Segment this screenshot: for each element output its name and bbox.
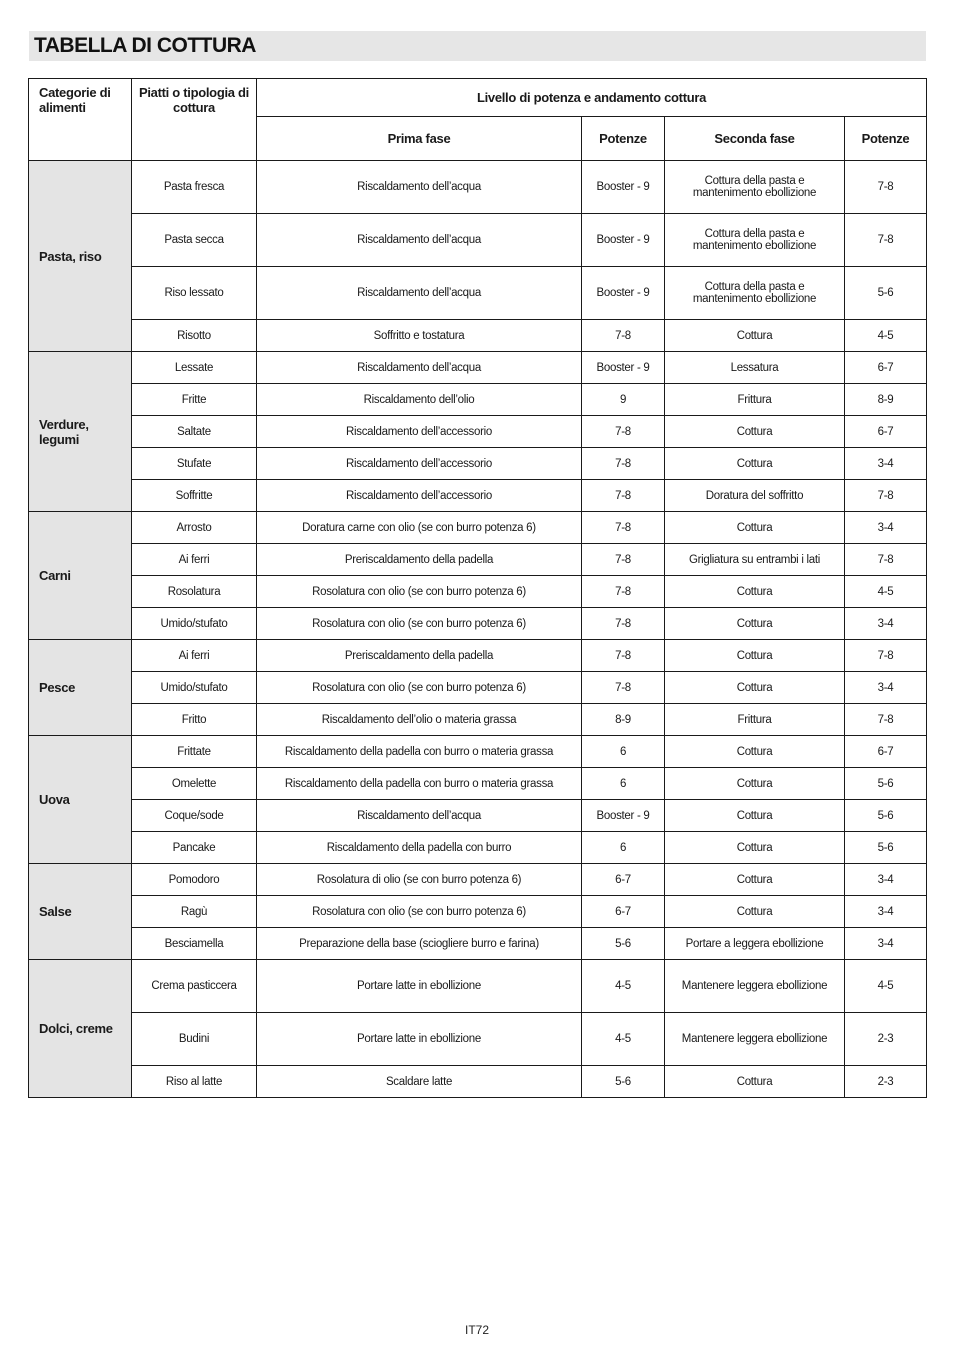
first-phase-cell: Portare latte in ebollizione (257, 960, 582, 1013)
table-row (29, 896, 927, 928)
second-phase-cell: Cottura (665, 672, 845, 704)
second-power-cell: 3-4 (845, 864, 927, 896)
dish-cell: Rosolatura (132, 576, 257, 608)
table-row (29, 672, 927, 704)
second-phase-cell: Cottura (665, 608, 845, 640)
dish-cell: Fritto (132, 704, 257, 736)
table-row (29, 768, 927, 800)
second-phase-cell: Cottura (665, 416, 845, 448)
second-phase-cell: Cottura della pasta e mantenimento ebollizione (665, 267, 845, 320)
table-row (29, 384, 927, 416)
category-cell: Carni (29, 512, 132, 640)
second-phase-cell: Cottura (665, 448, 845, 480)
second-power-cell: 3-4 (845, 448, 927, 480)
second-power-cell: 4-5 (845, 320, 927, 352)
second-power-cell: 4-5 (845, 960, 927, 1013)
dish-cell: Coque/sode (132, 800, 257, 832)
first-phase-cell: Preparazione della base (sciogliere burro e farina) (257, 928, 582, 960)
second-power-cell: 7-8 (845, 544, 927, 576)
dish-cell: Pasta fresca (132, 161, 257, 214)
header-first-phase: Prima fase (257, 117, 582, 161)
first-power-cell: 8-9 (582, 704, 665, 736)
second-power-cell: 8-9 (845, 384, 927, 416)
header-second-phase: Seconda fase (665, 117, 845, 161)
header-power-second: Potenze (845, 117, 927, 161)
second-phase-cell: Cottura della pasta e mantenimento ebollizione (665, 214, 845, 267)
first-power-cell: 7-8 (582, 512, 665, 544)
first-phase-cell: Riscaldamento dell’olio o materia grassa (257, 704, 582, 736)
second-phase-cell: Cottura (665, 768, 845, 800)
first-power-cell: 7-8 (582, 544, 665, 576)
first-phase-cell: Soffritto e tostatura (257, 320, 582, 352)
first-phase-cell: Preriscaldamento della padella (257, 544, 582, 576)
second-power-cell: 3-4 (845, 896, 927, 928)
second-power-cell: 6-7 (845, 416, 927, 448)
header-power-first: Potenze (582, 117, 665, 161)
dish-cell: Pasta secca (132, 214, 257, 267)
first-power-cell: 6 (582, 768, 665, 800)
first-phase-cell: Preriscaldamento della padella (257, 640, 582, 672)
second-phase-cell: Cottura (665, 832, 845, 864)
second-phase-cell: Cottura (665, 512, 845, 544)
table-row (29, 1013, 927, 1066)
first-phase-cell: Riscaldamento della padella con burro (257, 832, 582, 864)
second-phase-cell: Cottura (665, 736, 845, 768)
cooking-table (28, 78, 927, 1098)
second-power-cell: 5-6 (845, 832, 927, 864)
table-row (29, 161, 927, 214)
table-row (29, 704, 927, 736)
first-phase-cell: Riscaldamento dell’acqua (257, 800, 582, 832)
first-power-cell: 6-7 (582, 864, 665, 896)
first-power-cell: 7-8 (582, 448, 665, 480)
second-phase-cell: Cottura (665, 576, 845, 608)
second-phase-cell: Cottura della pasta e mantenimento ebollizione (665, 161, 845, 214)
dish-cell: Arrosto (132, 512, 257, 544)
first-phase-cell: Riscaldamento dell’olio (257, 384, 582, 416)
first-power-cell: 7-8 (582, 320, 665, 352)
dish-cell: Umido/stufato (132, 608, 257, 640)
header-category: Categorie di alimenti (29, 79, 132, 161)
second-power-cell: 5-6 (845, 267, 927, 320)
dish-cell: Pomodoro (132, 864, 257, 896)
first-power-cell: 5-6 (582, 1066, 665, 1098)
second-power-cell: 7-8 (845, 640, 927, 672)
table-row (29, 352, 927, 384)
second-power-cell: 7-8 (845, 214, 927, 267)
second-power-cell: 3-4 (845, 512, 927, 544)
table-row (29, 576, 927, 608)
first-phase-cell: Rosolatura con olio (se con burro potenza 6) (257, 672, 582, 704)
first-phase-cell: Riscaldamento della padella con burro o materia grassa (257, 736, 582, 768)
dish-cell: Riso lessato (132, 267, 257, 320)
second-phase-cell: Cottura (665, 896, 845, 928)
first-power-cell: 6-7 (582, 896, 665, 928)
dish-cell: Umido/stufato (132, 672, 257, 704)
second-phase-cell: Grigliatura su entrambi i lati (665, 544, 845, 576)
table-row (29, 864, 927, 896)
dish-cell: Soffritte (132, 480, 257, 512)
first-power-cell: 9 (582, 384, 665, 416)
dish-cell: Omelette (132, 768, 257, 800)
dish-cell: Crema pasticcera (132, 960, 257, 1013)
first-phase-cell: Rosolatura con olio (se con burro potenza 6) (257, 576, 582, 608)
second-phase-cell: Frittura (665, 704, 845, 736)
first-phase-cell: Riscaldamento dell’accessorio (257, 416, 582, 448)
second-phase-cell: Doratura del soffritto (665, 480, 845, 512)
first-phase-cell: Doratura carne con olio (se con burro potenza 6) (257, 512, 582, 544)
dish-cell: Saltate (132, 416, 257, 448)
category-cell: Salse (29, 864, 132, 960)
table-row (29, 832, 927, 864)
first-power-cell: 6 (582, 832, 665, 864)
table-row (29, 544, 927, 576)
dish-cell: Risotto (132, 320, 257, 352)
first-phase-cell: Riscaldamento della padella con burro o materia grassa (257, 768, 582, 800)
dish-cell: Ragù (132, 896, 257, 928)
second-power-cell: 5-6 (845, 768, 927, 800)
category-cell: Uova (29, 736, 132, 864)
table-row (29, 448, 927, 480)
second-power-cell: 7-8 (845, 161, 927, 214)
first-power-cell: 7-8 (582, 416, 665, 448)
title-bar (29, 31, 926, 61)
first-power-cell: Booster - 9 (582, 352, 665, 384)
second-phase-cell: Mantenere leggera ebollizione (665, 960, 845, 1013)
second-phase-cell: Cottura (665, 864, 845, 896)
first-power-cell: Booster - 9 (582, 267, 665, 320)
first-phase-cell: Rosolatura con olio (se con burro potenza 6) (257, 608, 582, 640)
table-row (29, 416, 927, 448)
second-power-cell: 7-8 (845, 480, 927, 512)
table-row (29, 800, 927, 832)
first-power-cell: 4-5 (582, 1013, 665, 1066)
first-power-cell: 7-8 (582, 672, 665, 704)
second-power-cell: 2-3 (845, 1066, 927, 1098)
second-phase-cell: Cottura (665, 800, 845, 832)
first-power-cell: 7-8 (582, 640, 665, 672)
second-power-cell: 4-5 (845, 576, 927, 608)
category-cell: Pasta, riso (29, 161, 132, 352)
table-row (29, 267, 927, 320)
table-row (29, 512, 927, 544)
first-phase-cell: Rosolatura con olio (se con burro potenza 6) (257, 896, 582, 928)
second-power-cell: 6-7 (845, 352, 927, 384)
table-body (29, 161, 927, 1098)
first-power-cell: 4-5 (582, 960, 665, 1013)
second-phase-cell: Cottura (665, 320, 845, 352)
dish-cell: Ai ferri (132, 544, 257, 576)
dish-cell: Pancake (132, 832, 257, 864)
table-row (29, 640, 927, 672)
table-row (29, 480, 927, 512)
category-cell: Pesce (29, 640, 132, 736)
table-row (29, 736, 927, 768)
first-phase-cell: Riscaldamento dell’accessorio (257, 448, 582, 480)
first-phase-cell: Riscaldamento dell’acqua (257, 267, 582, 320)
first-phase-cell: Riscaldamento dell’acqua (257, 352, 582, 384)
first-power-cell: Booster - 9 (582, 214, 665, 267)
first-phase-cell: Riscaldamento dell’accessorio (257, 480, 582, 512)
category-cell: Verdure, legumi (29, 352, 132, 512)
dish-cell: Stufate (132, 448, 257, 480)
first-power-cell: Booster - 9 (582, 161, 665, 214)
dish-cell: Budini (132, 1013, 257, 1066)
table-row (29, 214, 927, 267)
first-power-cell: 7-8 (582, 576, 665, 608)
table-row (29, 1066, 927, 1098)
second-power-cell: 5-6 (845, 800, 927, 832)
first-power-cell: 7-8 (582, 480, 665, 512)
second-phase-cell: Lessatura (665, 352, 845, 384)
header-dish: Piatti o tipologia di cottura (132, 79, 257, 161)
second-phase-cell: Cottura (665, 1066, 845, 1098)
second-phase-cell: Cottura (665, 640, 845, 672)
page-number: IT72 (464, 1323, 489, 1337)
first-power-cell: Booster - 9 (582, 800, 665, 832)
dish-cell: Frittate (132, 736, 257, 768)
first-phase-cell: Portare latte in ebollizione (257, 1013, 582, 1066)
second-phase-cell: Frittura (665, 384, 845, 416)
second-power-cell: 3-4 (845, 672, 927, 704)
dish-cell: Riso al latte (132, 1066, 257, 1098)
dish-cell: Ai ferri (132, 640, 257, 672)
first-phase-cell: Scaldare latte (257, 1066, 582, 1098)
second-power-cell: 2-3 (845, 1013, 927, 1066)
dish-cell: Lessate (132, 352, 257, 384)
header-power-group: Livello di potenza e andamento cottura (257, 79, 927, 117)
first-power-cell: 6 (582, 736, 665, 768)
dish-cell: Besciamella (132, 928, 257, 960)
second-phase-cell: Portare a leggera ebollizione (665, 928, 845, 960)
second-power-cell: 6-7 (845, 736, 927, 768)
table-row (29, 960, 927, 1013)
first-phase-cell: Riscaldamento dell’acqua (257, 214, 582, 267)
first-power-cell: 7-8 (582, 608, 665, 640)
table-row (29, 320, 927, 352)
first-phase-cell: Riscaldamento dell’acqua (257, 161, 582, 214)
second-power-cell: 3-4 (845, 928, 927, 960)
first-phase-cell: Rosolatura di olio (se con burro potenza 6) (257, 864, 582, 896)
table-row (29, 928, 927, 960)
table-row (29, 608, 927, 640)
first-power-cell: 5-6 (582, 928, 665, 960)
second-power-cell: 7-8 (845, 704, 927, 736)
dish-cell: Fritte (132, 384, 257, 416)
page-title: TABELLA DI COTTURA (34, 34, 256, 57)
second-power-cell: 3-4 (845, 608, 927, 640)
category-cell: Dolci, creme (29, 960, 132, 1098)
second-phase-cell: Mantenere leggera ebollizione (665, 1013, 845, 1066)
